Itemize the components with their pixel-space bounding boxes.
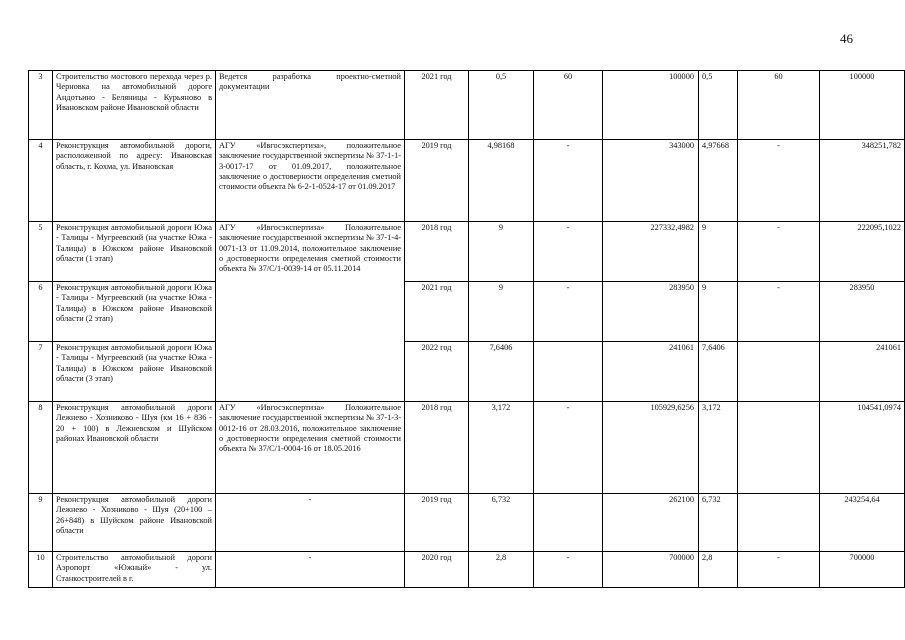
construction-projects-table (28, 70, 905, 588)
length-actual-cell: 0,5 (699, 71, 738, 140)
cost-cell: 700000 (603, 552, 699, 588)
row-number: 3 (29, 71, 53, 140)
length-actual-cell: 3,172 (699, 402, 738, 494)
length-cell: 6,732 (469, 494, 534, 552)
table-row (29, 222, 905, 282)
cost-actual-cell: 100000 (820, 71, 905, 140)
capacity-actual-cell: - (738, 552, 820, 588)
capacity-cell: - (534, 552, 603, 588)
cost-actual-cell: 241061 (820, 342, 905, 402)
year-cell: 2018 год (405, 402, 469, 494)
table-row (29, 494, 905, 552)
length-cell: 2,8 (469, 552, 534, 588)
year-cell: 2018 год (405, 222, 469, 282)
year-cell: 2021 год (405, 282, 469, 342)
capacity-cell: 60 (534, 71, 603, 140)
cost-actual-cell: 348251,782 (820, 140, 905, 222)
expertise-document: АГУ «Ивгосэкспертиза» Положительное заключение государственной экспертизы № 37-1-4-0071-13 от 11.09.2014, положительное заключение о достоверности определения сметной стоимости объекта № 37/С/1-0039-14 от 05.11.2014 (216, 222, 405, 402)
row-number: 6 (29, 282, 53, 342)
project-name: Реконструкция автомобильной дороги, расположенной по адресу: Ивановская область, г. Кохма, ул. Ивановская (53, 140, 216, 222)
cost-cell: 343000 (603, 140, 699, 222)
length-actual-cell: 4,97668 (699, 140, 738, 222)
capacity-actual-cell: - (738, 222, 820, 282)
capacity-cell (534, 342, 603, 402)
project-name: Реконструкция автомобильной дороги Южа - Талицы - Мугреевский (на участке Южа - Талицы) в Южском районе Ивановской области (1 этап) (53, 222, 216, 282)
capacity-cell: - (534, 222, 603, 282)
year-cell: 2019 год (405, 494, 469, 552)
row-number: 5 (29, 222, 53, 282)
project-name: Реконструкция автомобильной дороги Южа - Талицы - Мугреевский (на участке Южа - Талицы) в Южском районе Ивановской области (3 этап) (53, 342, 216, 402)
capacity-actual-cell: - (738, 282, 820, 342)
length-actual-cell: 9 (699, 282, 738, 342)
cost-cell: 227332,4982 (603, 222, 699, 282)
table-row (29, 552, 905, 588)
expertise-document: - (216, 494, 405, 552)
capacity-actual-cell (738, 402, 820, 494)
length-cell: 9 (469, 282, 534, 342)
project-name: Реконструкция автомобильной дороги Лежнево - Хозниково - Шуя (км 16 + 836 - 20 + 100) в Лежневском и Шуйском районах Ивановской области (53, 402, 216, 494)
project-name: Реконструкция автомобильной дороги Южа - Талицы - Мугреевский (на участке Южа - Талицы) в Южском районе Ивановской области (2 этап) (53, 282, 216, 342)
row-number: 8 (29, 402, 53, 494)
cost-cell: 105929,6256 (603, 402, 699, 494)
length-cell: 9 (469, 222, 534, 282)
year-cell: 2021 год (405, 71, 469, 140)
expertise-document: - (216, 552, 405, 588)
capacity-cell: - (534, 140, 603, 222)
cost-actual-cell: 104541,0974 (820, 402, 905, 494)
row-number: 9 (29, 494, 53, 552)
length-cell: 7,6406 (469, 342, 534, 402)
page-number: 46 (840, 31, 853, 46)
cost-cell: 241061 (603, 342, 699, 402)
length-actual-cell: 7,6406 (699, 342, 738, 402)
cost-actual-cell: 222095,1022 (820, 222, 905, 282)
table-row (29, 342, 905, 402)
year-cell: 2019 год (405, 140, 469, 222)
table-row (29, 71, 905, 140)
row-number: 7 (29, 342, 53, 402)
length-actual-cell: 6,732 (699, 494, 738, 552)
expertise-document: АГУ «Ивгосэкспертиза», положительное заключение государственной экспертизы № 37-1-1-3-0017-17 от 01.09.2017, положительное заключение о достоверности определения сметной стоимости объекта № 6-2-1-0524-17 от 01.09.2017 (216, 140, 405, 222)
project-name: Строительство мостового перехода через р. Черновка на автомобильной дороге Андотьино - Беляницы - Курьяново в Ивановском районе Ивановской области (53, 71, 216, 140)
row-number: 10 (29, 552, 53, 588)
capacity-cell: - (534, 282, 603, 342)
cost-cell: 262100 (603, 494, 699, 552)
table-row (29, 140, 905, 222)
table-row (29, 282, 905, 342)
project-name: Строительство автомобильной дороги Аэропорт «Южный» - ул. Станкостроителей в г. (53, 552, 216, 588)
length-cell: 4,98168 (469, 140, 534, 222)
capacity-cell: - (534, 402, 603, 494)
capacity-actual-cell: 60 (738, 71, 820, 140)
capacity-actual-cell: - (738, 140, 820, 222)
expertise-document: АГУ «Ивгосэкспертиза» Положительное заключение государственной экспертизы № 37-1-3-0012-16 от 28.03.2016, положительное заключение о достоверности определения сметной стоимости объекта № 37/С/1-0004-16 от 18.05.2016 (216, 402, 405, 494)
length-actual-cell: 9 (699, 222, 738, 282)
cost-cell: 283950 (603, 282, 699, 342)
cost-actual-cell: 700000 (820, 552, 905, 588)
project-name: Реконструкция автомобильной дороги Лежнево - Хозниково - Шуя (20+100 – 26+848) в Шуйском районе Ивановской области (53, 494, 216, 552)
expertise-document: Ведется разработка проектно-сметной документации (216, 71, 405, 140)
capacity-cell (534, 494, 603, 552)
length-actual-cell: 2,8 (699, 552, 738, 588)
capacity-actual-cell (738, 342, 820, 402)
capacity-actual-cell (738, 494, 820, 552)
cost-actual-cell: 283950 (820, 282, 905, 342)
year-cell: 2022 год (405, 342, 469, 402)
year-cell: 2020 год (405, 552, 469, 588)
row-number: 4 (29, 140, 53, 222)
cost-actual-cell: 243254,64 (820, 494, 905, 552)
length-cell: 3,172 (469, 402, 534, 494)
cost-cell: 100000 (603, 71, 699, 140)
length-cell: 0,5 (469, 71, 534, 140)
table-row (29, 402, 905, 494)
